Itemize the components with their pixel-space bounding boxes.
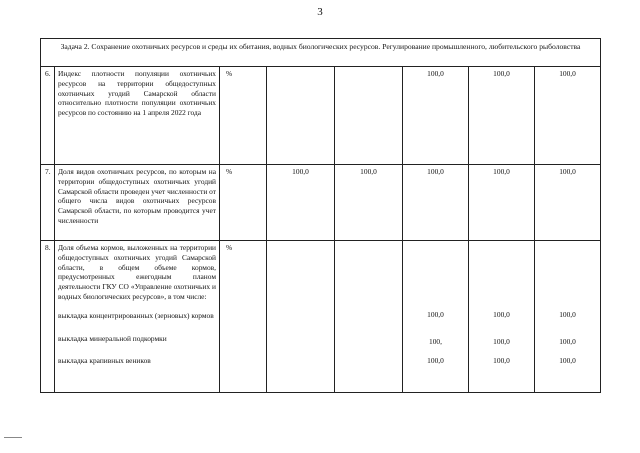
value-cell <box>267 241 335 393</box>
value-cell: 100,0 <box>559 355 576 365</box>
indicator-description: Доля видов охотничьих ресурсов, по которым на территории общедоступных охотничьих угодий Самарской области проведен учет численности от общего числа видов охотничьих ресурсов Самарской области, по которым проводится учет численности <box>55 165 220 241</box>
value-cell: 100,0 <box>535 67 601 165</box>
row-number: 6. <box>41 67 55 165</box>
value-cell <box>335 241 403 393</box>
value-cell: 100,0 <box>427 355 444 365</box>
sub-item-label: выкладка крапивных веников <box>58 356 151 366</box>
unit-cell: % <box>220 241 267 393</box>
value-cell: 100, <box>429 336 442 346</box>
table-row <box>41 241 601 393</box>
value-cell: 100,0 <box>335 165 403 241</box>
value-cell: 100,0 <box>493 310 510 319</box>
page-corner-mark <box>4 437 22 438</box>
unit-cell: % <box>220 67 267 165</box>
value-cell <box>267 67 335 165</box>
page-number: 3 <box>317 6 323 18</box>
row-number: 8. <box>41 241 55 393</box>
sub-item-label: выкладка минеральной подкормки <box>58 334 167 344</box>
value-cell <box>335 67 403 165</box>
indicator-description: Индекс плотности популяции охотничьих ресурсов на территории общедоступных охотничьих угодий Самарской области относительно плотности популяции охотничьих ресурсов по состоянию на 1 апреля 2022 года <box>55 67 220 165</box>
task-header: Задача 2. Сохранение охотничьих ресурсов и среды их обитания, водных биологических ресурсов. Регулирование промышленного, любительского рыболовства <box>41 39 601 67</box>
value-cell: 100,0 <box>493 336 510 346</box>
value-cell: 100,0 <box>267 165 335 241</box>
unit-cell: % <box>220 165 267 241</box>
row-number: 7. <box>41 165 55 241</box>
value-cell: 100,0 <box>403 67 469 165</box>
value-cell: 100,0 <box>427 310 444 319</box>
value-cell: 100,0 <box>559 310 576 319</box>
indicator-main-text: Доля объема кормов, выложенных на территории общедоступных охотничьих угодий Самарской области, в общем объеме кормов, предусмотренных ежегодным планом деятельности ГКУ СО «Управление охотничьих и водных биологических ресурсов», в том числе: <box>58 243 216 301</box>
value-column <box>535 241 601 393</box>
value-cell: 100,0 <box>403 165 469 241</box>
table-row <box>41 165 601 241</box>
table-row <box>41 67 601 165</box>
value-cell: 100,0 <box>469 67 535 165</box>
value-cell: 100,0 <box>469 165 535 241</box>
value-column <box>469 241 535 393</box>
task-header-row <box>41 39 601 67</box>
sub-item-label: выкладка концентрированных (зерновых) кормов <box>58 310 214 320</box>
value-column <box>403 241 469 393</box>
value-cell: 100,0 <box>535 165 601 241</box>
indicator-description <box>55 241 220 393</box>
value-cell: 100,0 <box>559 336 576 346</box>
value-cell: 100,0 <box>493 355 510 365</box>
indicators-table <box>40 38 601 393</box>
